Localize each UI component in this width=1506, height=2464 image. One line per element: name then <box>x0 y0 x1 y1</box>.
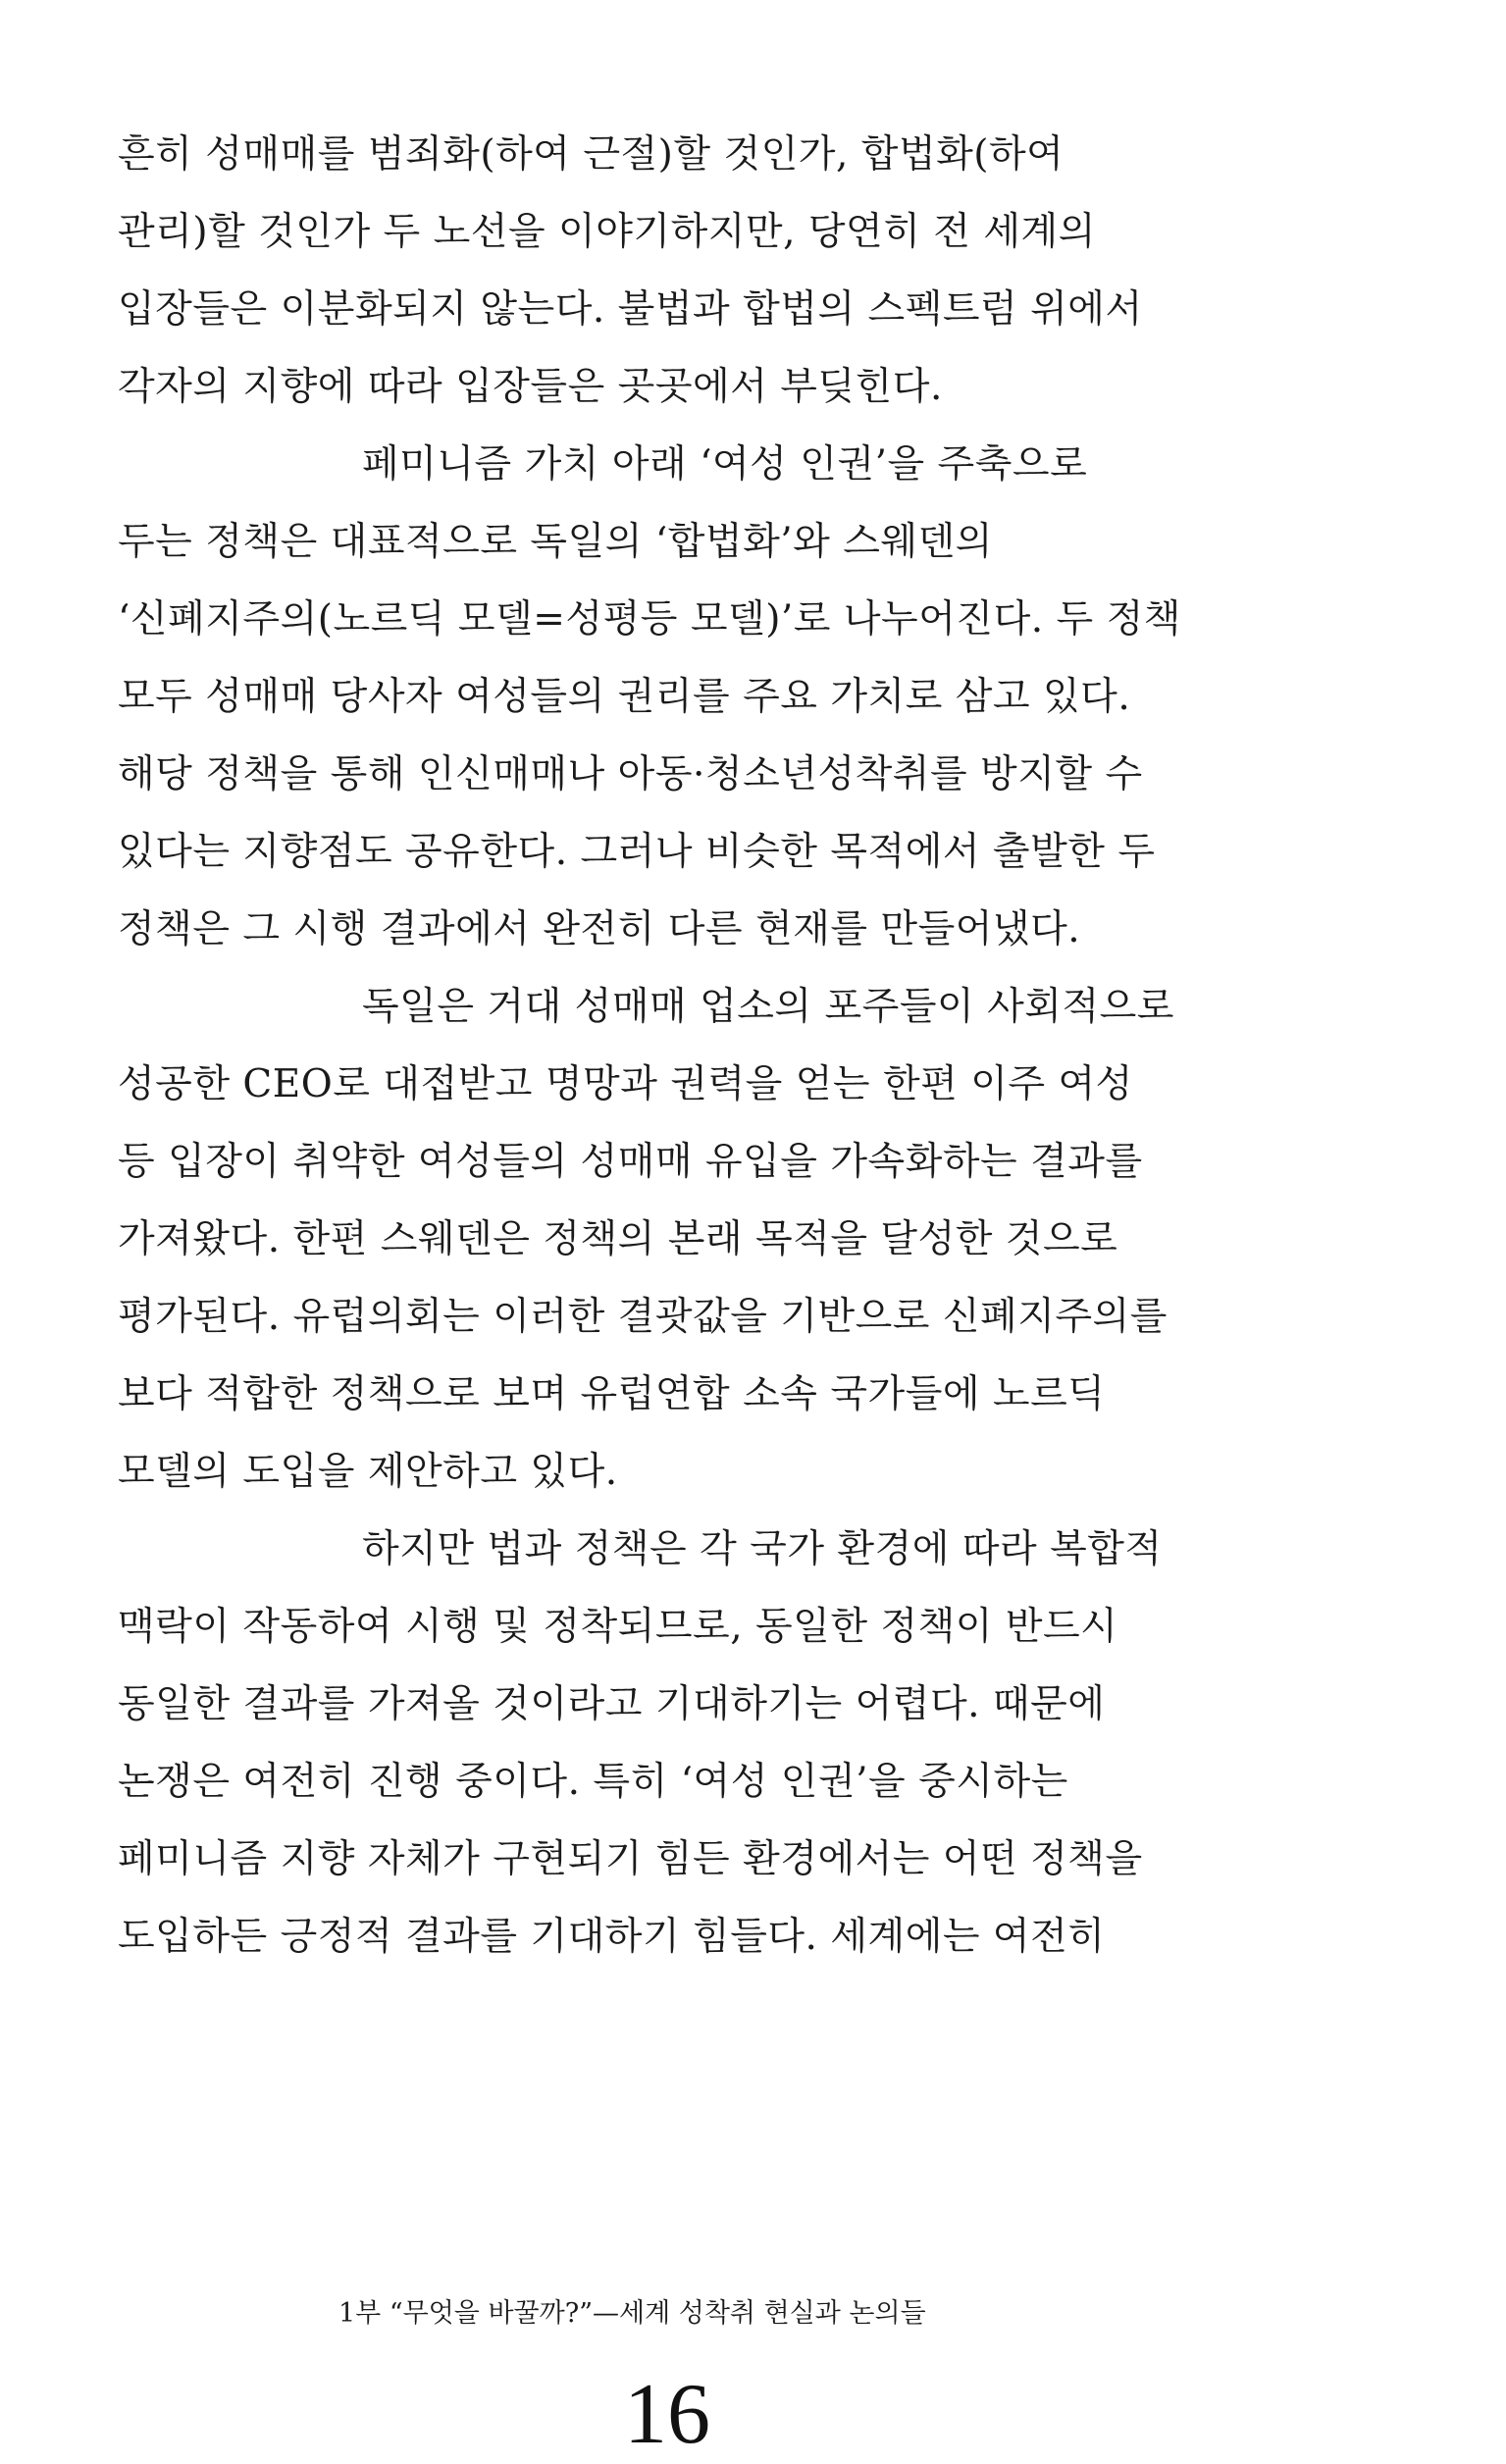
text-line: 해당 정책을 통해 인신매매나 아동·청소년성착취를 방지할 수 <box>118 752 1143 796</box>
text-line: 동일한 결과를 가져올 것이라고 기대하기는 어렵다. 때문에 <box>118 1682 1106 1726</box>
text-line: 모두 성매매 당사자 여성들의 권리를 주요 가치로 삼고 있다. <box>118 675 1131 719</box>
text-line: 성공한 CEO로 대접받고 명망과 권력을 얻는 한편 이주 여성 <box>118 1062 1133 1106</box>
text-line: 관리)할 것인가 두 노선을 이야기하지만, 당연히 전 세계의 <box>118 210 1096 254</box>
text-line: 평가된다. 유럽의회는 이러한 결괏값을 기반으로 신폐지주의를 <box>118 1295 1168 1339</box>
text-line: 보다 적합한 정책으로 보며 유럽연합 소속 국가들에 노르딕 <box>118 1372 1106 1416</box>
text-line: 흔히 성매매를 범죄화(하여 근절)할 것인가, 합법화(하여 <box>118 132 1065 177</box>
text-line: 모델의 도입을 제안하고 있다. <box>118 1450 618 1494</box>
text-line: 등 입장이 취약한 여성들의 성매매 유입을 가속화하는 결과를 <box>118 1140 1143 1184</box>
body-text <box>118 116 1217 1976</box>
text-line: 하지만 법과 정책은 각 국가 환경에 따라 복합적 <box>362 1527 1163 1571</box>
text-line: 페미니즘 지향 자체가 구현되기 힘든 환경에서는 어떤 정책을 <box>118 1837 1143 1881</box>
text-line: 정책은 그 시행 결과에서 완전히 다른 현재를 만들어냈다. <box>118 907 1081 951</box>
text-line: 있다는 지향점도 공유한다. 그러나 비슷한 목적에서 출발한 두 <box>118 830 1156 874</box>
text-line: ‘신폐지주의(노르딕 모델=성평등 모델)’로 나누어진다. 두 정책 <box>118 597 1181 642</box>
text-line: 두는 정책은 대표적으로 독일의 ‘합법화’와 스웨덴의 <box>118 520 993 564</box>
text-line: 도입하든 긍정적 결과를 기대하기 힘들다. 세계에는 여전히 <box>118 1915 1106 1959</box>
text-line: 입장들은 이분화되지 않는다. 불법과 합법의 스펙트럼 위에서 <box>118 287 1143 332</box>
text-line: 맥락이 작동하여 시행 및 정착되므로, 동일한 정책이 반드시 <box>118 1605 1118 1649</box>
page-number: 16 <box>624 2367 710 2462</box>
text-line: 논쟁은 여전히 진행 중이다. 특히 ‘여성 인권’을 중시하는 <box>118 1760 1068 1804</box>
text-line: 각자의 지향에 따라 입장들은 곳곳에서 부딪힌다. <box>118 365 943 409</box>
text-line: 페미니즘 가치 아래 ‘여성 인권’을 주축으로 <box>362 442 1088 487</box>
text-line: 가져왔다. 한편 스웨덴은 정책의 본래 목적을 달성한 것으로 <box>118 1217 1118 1261</box>
running-footer-title: 1부 “무엇을 바꿀까?”—세계 성착취 현실과 논의들 <box>338 2298 926 2329</box>
text-line: 독일은 거대 성매매 업소의 포주들이 사회적으로 <box>362 985 1174 1029</box>
